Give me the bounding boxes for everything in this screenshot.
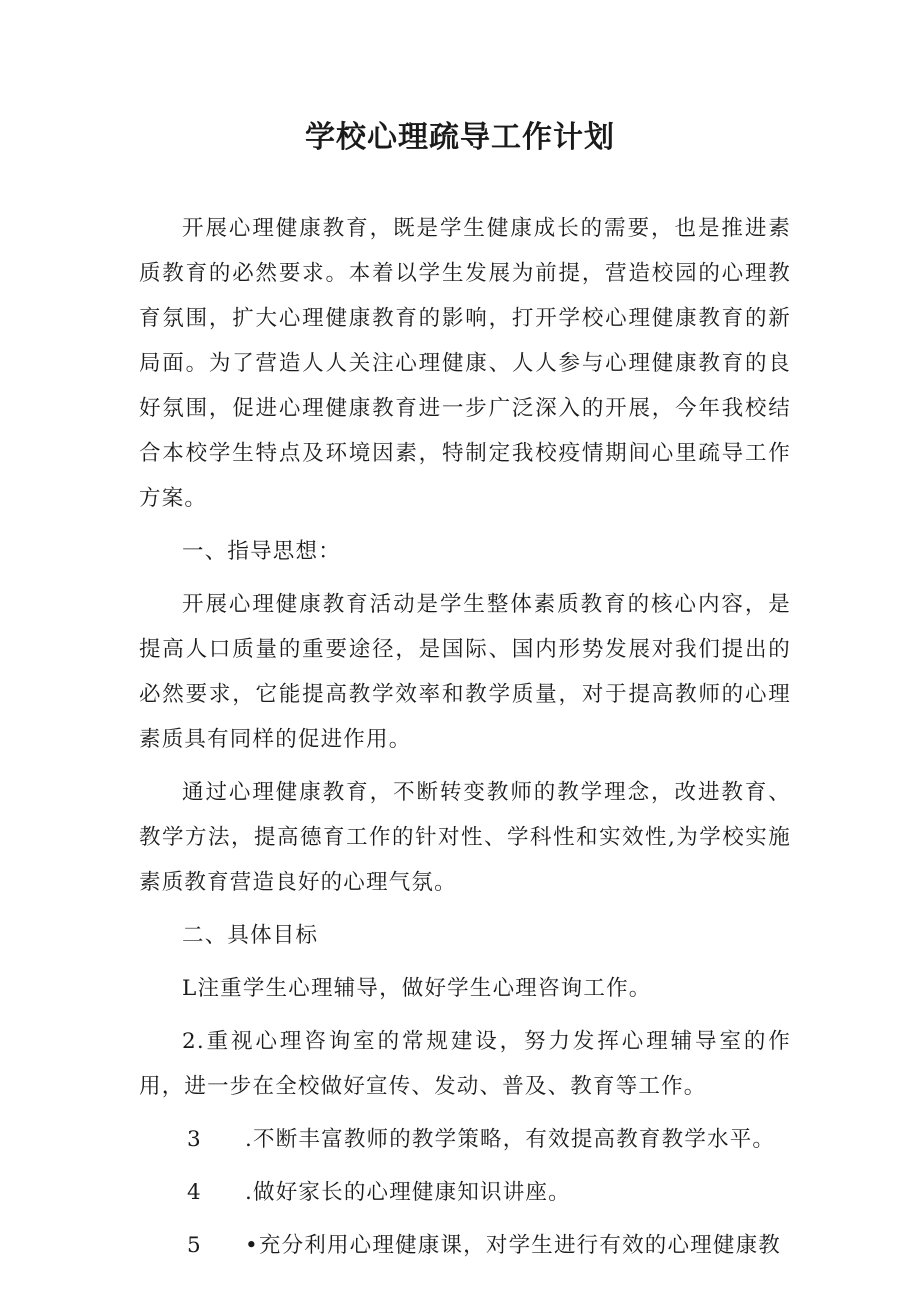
guiding-ideology-paragraph-1: 开展心理健康教育活动是学生整体素质教育的核心内容，是提高人口质量的重要途径，是国际、国内形势发展对我们提出的必然要求，它能提高教学效率和教学质量，对于提高教师的心理素质具有同样的促进作用。: [139, 592, 791, 752]
guiding-ideology-paragraph-2: 通过心理健康教育，不断转变教师的教学理念，改进教育、教学方法，提高德育工作的针对性、学科性和实效性,为学校实施素质教育营造良好的心理气氛。: [139, 780, 791, 895]
document-body: [139, 206, 791, 1268]
goal-item-1: L注重学生心理辅导，做好学生心理咨询工作。: [182, 976, 652, 1001]
goal-item-2: 2.重视心理咨询室的常规建设，努力发挥心理辅导室的作用，进一步在全校做好宣传、发动、普及、教育等工作。: [139, 1029, 791, 1099]
goal-item-4: [139, 1170, 791, 1215]
intro-paragraph: 开展心理健康教育，既是学生健康成长的需要，也是推进素质教育的必然要求。本着以学生发展为前提，营造校园的心理教育氛围，扩大心理健康教育的影响，打开学校心理健康教育的新局面。为了营造人人关注心理健康、人人参与心理健康教育的良好氛围，促进心理健康教育进一步广泛深入的开展，今年我校结合本校学生特点及环境因素，特制定我校疫情期间心里疏导工作方案。: [139, 216, 791, 511]
goal-item-3-number: 3: [187, 1127, 202, 1152]
goal-item-3-text: .不断丰富教师的教学策略，有效提高教育教学水平。: [245, 1127, 776, 1152]
goal-item-5-number: 5: [187, 1233, 202, 1258]
goal-item-3: [139, 1117, 791, 1162]
document-title: 学校心理疏导工作计划: [305, 120, 615, 155]
section-heading-specific-goals: 二、具体目标: [182, 923, 319, 948]
goal-item-5: [139, 1223, 791, 1268]
section-heading-guiding-ideology: 一、指导思想：: [182, 539, 341, 564]
goal-item-5-text: •充分利用心理健康课，对学生进行有效的心理健康教: [245, 1233, 781, 1258]
goal-item-4-text: .做好家长的心理健康知识讲座。: [245, 1180, 571, 1205]
goal-item-4-number: 4: [187, 1180, 202, 1205]
